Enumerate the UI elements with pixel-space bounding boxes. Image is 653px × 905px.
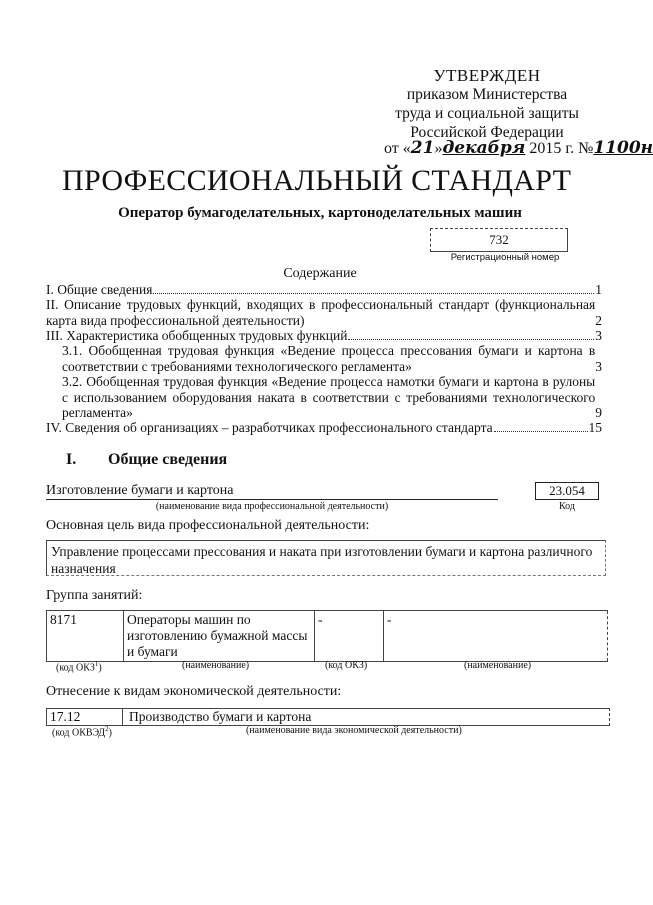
- toc-page: 9: [595, 405, 602, 420]
- okz-name-cell: Операторы машин по изготовлению бумажной массы и бумаги: [124, 611, 315, 662]
- registration-number-box: 732: [430, 228, 568, 252]
- section-heading: [66, 451, 227, 469]
- toc-item-3-1[interactable]: [46, 343, 602, 374]
- okz-code-cell-2: -: [315, 611, 384, 662]
- toc-item-4[interactable]: [46, 420, 602, 436]
- toc-page: 15: [588, 420, 602, 435]
- date-month: декабря: [442, 138, 526, 158]
- order-number: 1100н: [593, 138, 653, 158]
- toc-item-text: 3.1. Обобщенная трудовая функция «Ведение процесса прессования бумаги и картона в соответствии с требованиями технологического регламента»: [62, 343, 596, 374]
- activity-kind-caption: (наименование вида профессиональной деятельности): [155, 501, 389, 512]
- caption-text: (код ОКВЭД: [52, 727, 106, 739]
- okz-code-caption: [56, 660, 102, 673]
- table-row: [47, 611, 608, 662]
- okved-code-cell: 17.12: [47, 709, 123, 725]
- okved-name-caption: (наименование вида экономической деятельности): [246, 725, 462, 736]
- approval-title: УТВЕРЖДЕН: [433, 66, 541, 85]
- purpose-box: [46, 540, 606, 576]
- activity-kind-underline: [46, 499, 498, 500]
- footnote-mark: 2: [105, 725, 109, 733]
- toc-item-text: I. Общие сведения: [46, 282, 153, 297]
- document-title: ПРОФЕССИОНАЛЬНЫЙ СТАНДАРТ: [62, 164, 572, 197]
- toc-item-text: III. Характеристика обобщенных трудовых функций: [46, 328, 348, 343]
- activity-code-caption: Код: [559, 501, 575, 512]
- approval-block: [372, 66, 602, 142]
- toc-item-1[interactable]: [46, 282, 602, 298]
- date-year: 2015 г. №: [529, 140, 594, 157]
- toc-item-3[interactable]: [46, 328, 602, 344]
- section-title: Общие сведения: [108, 451, 228, 468]
- approval-line: приказом Министерства: [406, 86, 568, 103]
- document-subtitle: Оператор бумагоделательных, картоноделательных машин: [118, 205, 522, 221]
- approval-date: [384, 138, 653, 158]
- toc-leader: [153, 293, 594, 294]
- okz-code-cell: 8171: [47, 611, 124, 662]
- toc-leader: [494, 431, 588, 432]
- purpose-label: Основная цель вида профессиональной деятельности:: [46, 518, 370, 533]
- caption-text: ): [108, 727, 112, 739]
- okz-name-cell-2: -: [384, 611, 608, 662]
- caption-text: (код ОКЗ: [56, 662, 95, 674]
- okz-name-caption: (наименование): [182, 660, 250, 671]
- date-day: 21: [410, 138, 435, 158]
- okved-row: [46, 708, 610, 726]
- groups-label: Группа занятий:: [46, 588, 143, 603]
- date-mid: »: [434, 140, 443, 157]
- toc-item-text: IV. Сведения об организациях – разработчиках профессионального стандарта: [46, 420, 493, 435]
- toc-page: 3: [595, 328, 602, 343]
- toc-item-text: 3.2. Обобщенная трудовая функция «Ведение процесса намотки бумаги и картона в рулоны с использованием оборудования наката в соответствии с требованиями технологического регламента»: [62, 374, 596, 420]
- caption-text: ): [98, 662, 102, 674]
- econ-label: Отнесение к видам экономической деятельности:: [46, 684, 342, 699]
- toc-item-text: II. Описание трудовых функций, входящих в профессиональный стандарт (функциональная карта вида профессиональной деятельности): [46, 297, 596, 328]
- toc-heading: Содержание: [283, 266, 357, 281]
- section-number: I.: [66, 451, 77, 468]
- toc-item-3-2[interactable]: [46, 374, 602, 421]
- occupation-groups-table: [46, 610, 608, 662]
- approval-line: труда и социальной защиты: [395, 105, 579, 122]
- toc-leader: [348, 339, 594, 340]
- toc-page: 3: [595, 358, 602, 374]
- toc-page: 1: [595, 282, 602, 297]
- okved-name-cell: Производство бумаги и картона: [129, 709, 312, 724]
- registration-number-label: Регистрационный номер: [450, 252, 560, 263]
- okved-code-caption: [52, 725, 112, 738]
- footnote-mark: 1: [94, 660, 99, 668]
- okz-name-caption-2: (наименование): [464, 660, 532, 671]
- approval-line: Российской Федерации: [410, 124, 564, 141]
- purpose-text: Управление процессами прессования и наката при изготовлении бумаги и картона различного назначения: [51, 544, 593, 576]
- activity-kind-value: Изготовление бумаги и картона: [46, 483, 234, 498]
- okz-code-caption-2: (код ОКЗ): [325, 660, 368, 671]
- toc-page: 2: [595, 312, 602, 328]
- toc-item-2[interactable]: [46, 297, 602, 328]
- activity-code-box: 23.054: [535, 482, 599, 500]
- date-prefix: от «: [384, 140, 411, 157]
